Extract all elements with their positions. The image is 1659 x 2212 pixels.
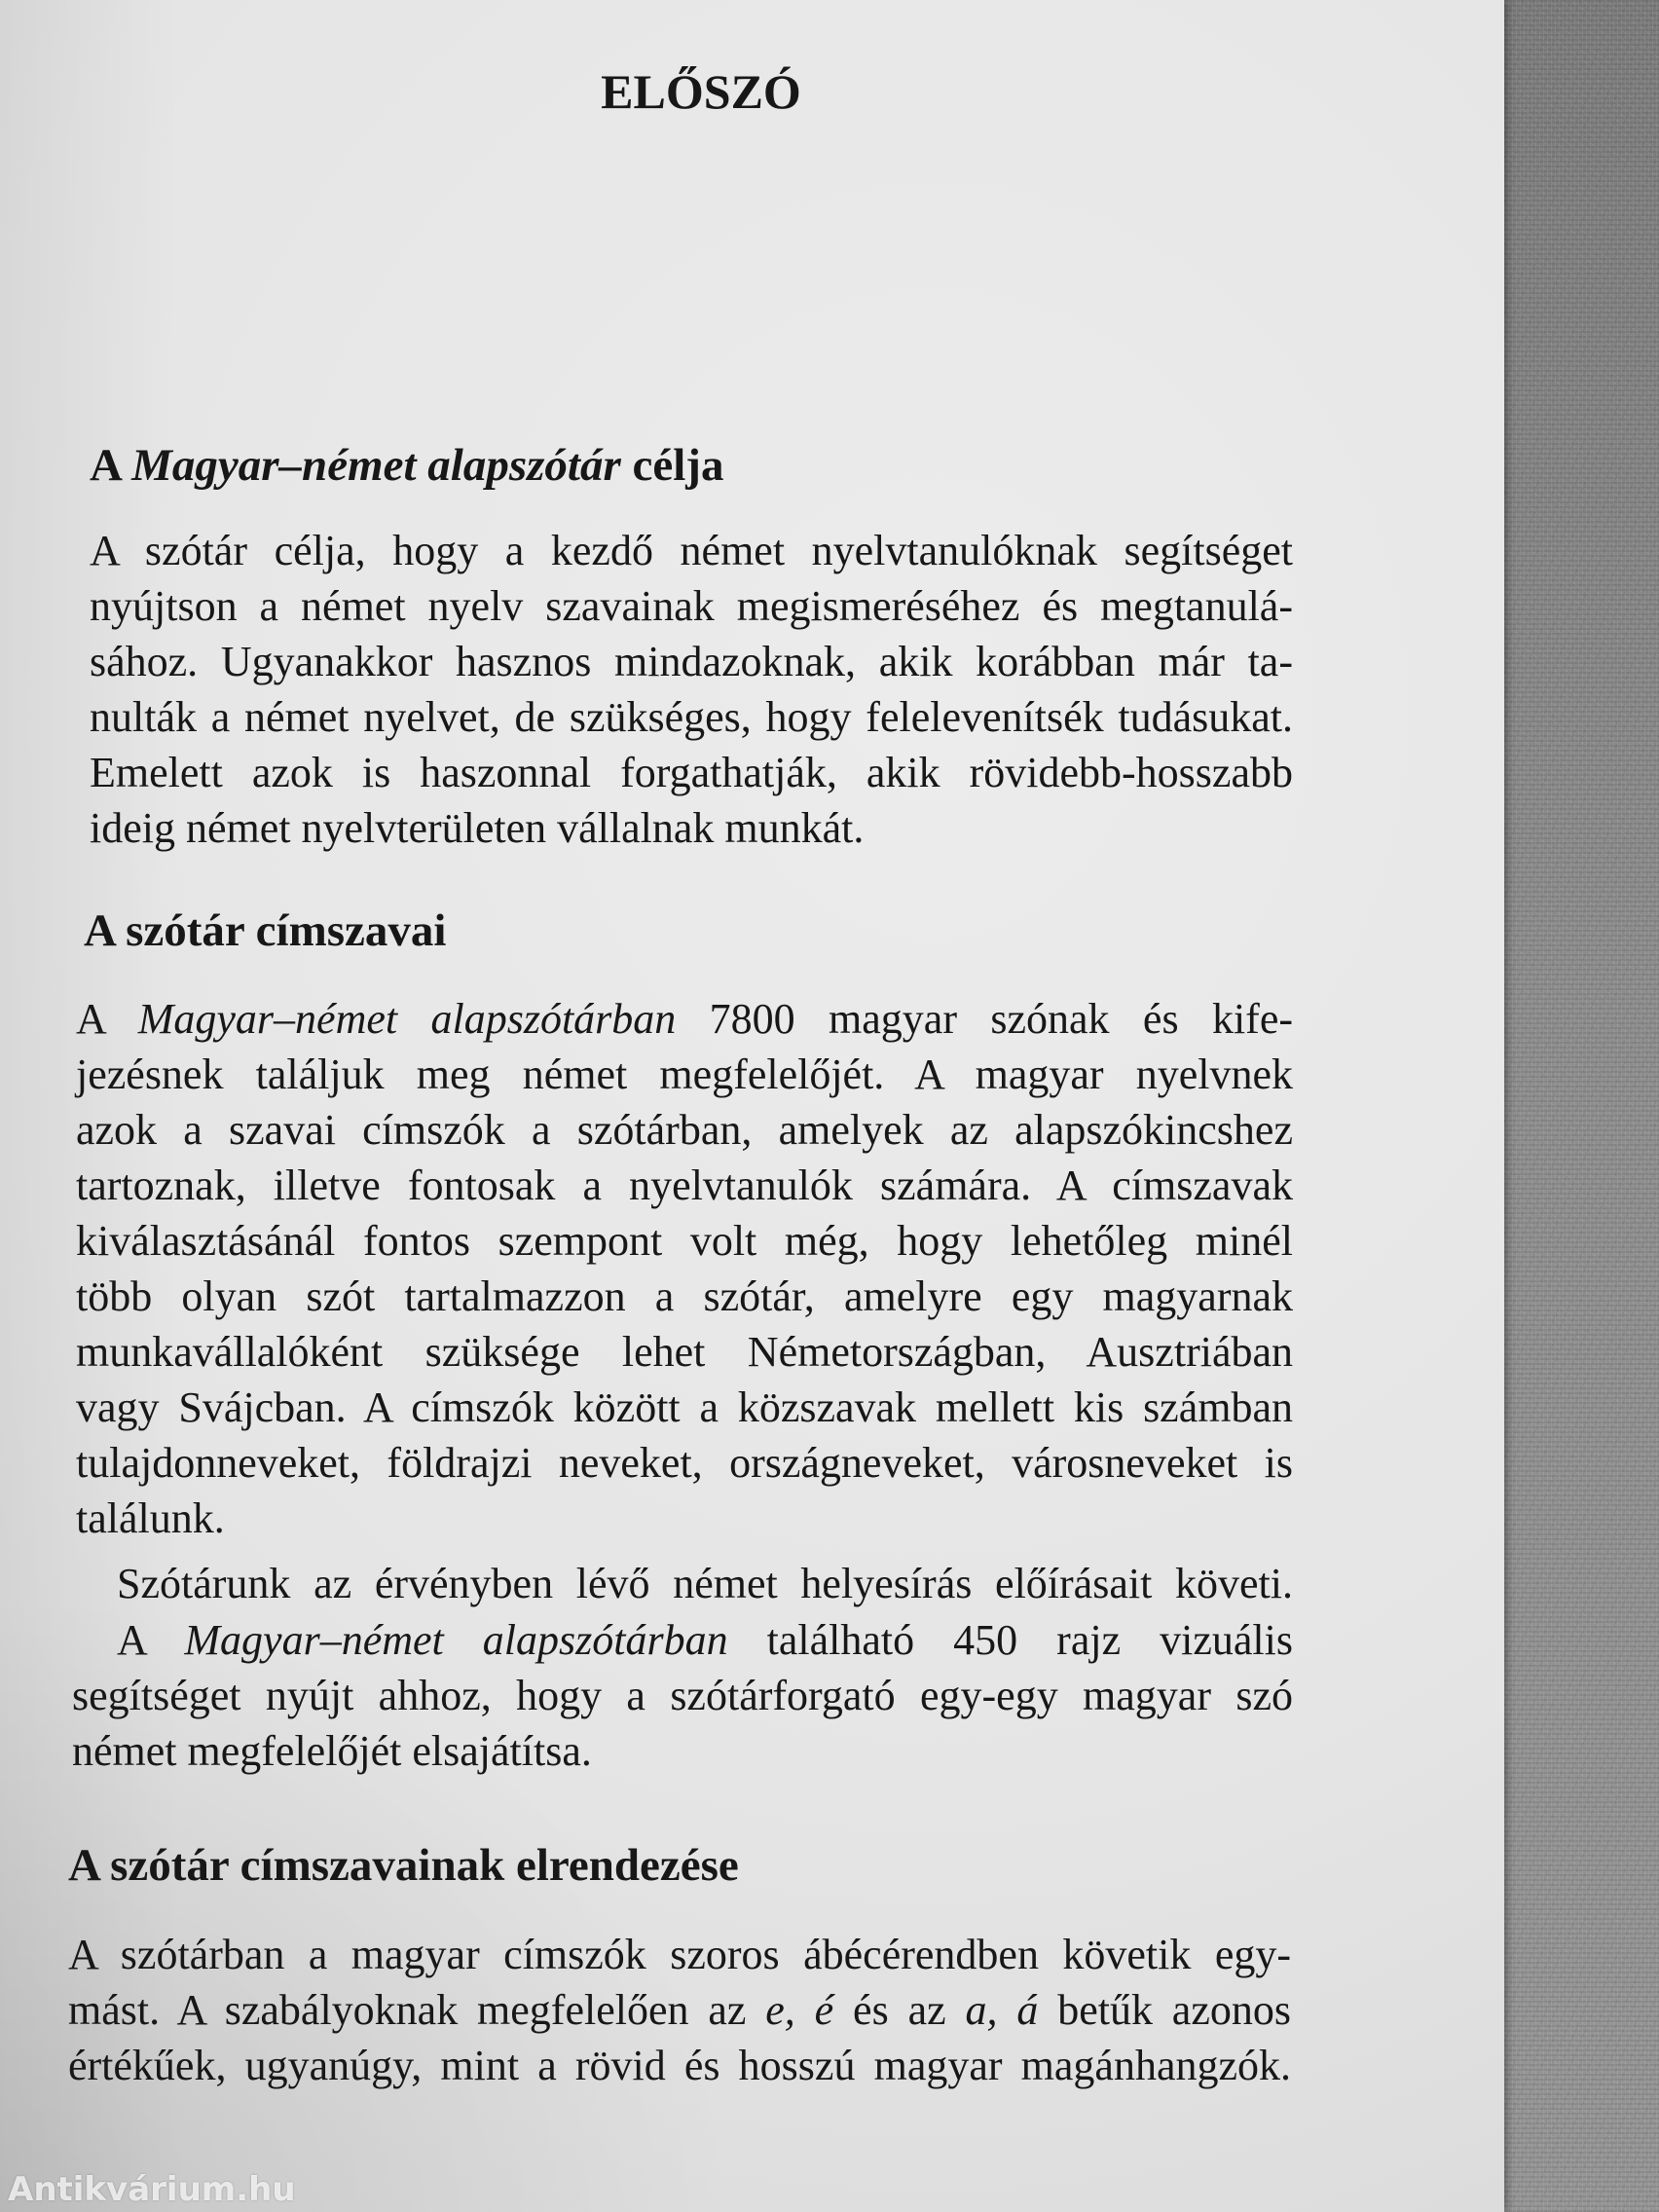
line-text: 7800 magyar szónak és kife-	[676, 995, 1293, 1043]
line-text: betűk azonos	[1038, 1986, 1291, 2034]
section-heading-headwords: A szótár címszavai	[84, 905, 447, 956]
paragraph-illustrations	[72, 1612, 1293, 1779]
paragraph-line: munkavállalóként szüksége lehet Németországban, Ausztriában	[76, 1328, 1293, 1376]
paragraph-headwords	[76, 991, 1293, 1546]
paragraph-line: Emelett azok is haszonnal forgathatják, akik rövidebb-hosszabb	[90, 749, 1293, 796]
section-heading-dictionary-goal	[90, 438, 723, 494]
paragraph-line: ideig német nyelvterületen vállalnak munkát.	[90, 804, 865, 852]
paragraph-line: nulták a német nyelvet, de szükséges, hogy felelevenítsék tudásukat.	[90, 693, 1293, 741]
paragraph-line: vagy Svájcban. A címszók között a közszavak mellett kis számban	[76, 1383, 1293, 1431]
heading-text: A	[90, 440, 132, 491]
watermark: Antikvárium.hu	[8, 2170, 296, 2209]
paragraph-spelling-rules	[72, 1556, 1293, 1611]
background-surface	[1504, 0, 1659, 2212]
paragraph-line: kiválasztásánál fontos szempont volt még, hogy lehetőleg minél	[76, 1217, 1293, 1265]
paragraph-line: tulajdonneveket, földrajzi neveket, országneveket, városneveket is	[76, 1439, 1293, 1487]
paragraph-line: sához. Ugyanakkor hasznos mindazoknak, akik korábban már ta-	[90, 638, 1293, 685]
italic-letter-example: e, é	[765, 1986, 834, 2034]
italic-book-title: Magyar–német alapszótárban	[137, 995, 677, 1043]
paragraph-dictionary-goal	[90, 523, 1293, 856]
line-text: található 450 rajz vizuális	[727, 1616, 1294, 1664]
paragraph-line	[76, 991, 1293, 1047]
paragraph-headword-order	[68, 1927, 1291, 2093]
heading-text: célja	[620, 440, 724, 491]
italic-book-title: Magyar–német alapszótár	[131, 440, 621, 491]
paragraph-line: tartoznak, illetve fontosak a nyelvtanulók számára. A címszavak	[76, 1161, 1293, 1209]
line-text: A	[117, 1616, 185, 1664]
paragraph-line: nyújtson a német nyelv szavainak megismeréséhez és megtanulá-	[90, 582, 1293, 630]
paragraph-line: találunk.	[76, 1494, 225, 1542]
paragraph-line: több olyan szót tartalmazzon a szótár, amelyre egy magyarnak	[76, 1272, 1293, 1320]
line-text: és az	[833, 1986, 966, 2034]
paragraph-line: A szótárban a magyar címszók szoros ábécérendben követik egy-	[68, 1931, 1291, 1978]
paragraph-line	[68, 1982, 1291, 2038]
line-text: mást. A szabályoknak megfelelően az	[68, 1986, 766, 2034]
paragraph-line: német megfelelőjét elsajátítsa.	[72, 1727, 592, 1775]
paragraph-line: Szótárunk az érvényben lévő német helyesírás előírásait követi.	[117, 1560, 1293, 1607]
paragraph-line: értékűek, ugyanúgy, mint a rövid és hosszú magyar magánhangzók.	[68, 2042, 1291, 2089]
italic-letter-example: a, á	[965, 1986, 1039, 2034]
line-text: A	[76, 995, 138, 1043]
paragraph-line: segítséget nyújt ahhoz, hogy a szótárforgató egy-egy magyar szó	[72, 1672, 1293, 1719]
paragraph-line: A szótár célja, hogy a kezdő német nyelvtanulóknak segítséget	[90, 527, 1293, 574]
paragraph-line	[72, 1612, 1293, 1668]
page-title: ELŐSZÓ	[601, 64, 801, 119]
italic-book-title: Magyar–német alapszótárban	[184, 1616, 728, 1664]
section-heading-headword-order: A szótár címszavainak elrendezése	[68, 1840, 739, 1891]
paragraph-line: azok a szavai címszók a szótárban, amelyek az alapszókincshez	[76, 1106, 1293, 1154]
paragraph-line: jezésnek találjuk meg német megfelelőjét. A magyar nyelvnek	[76, 1051, 1293, 1098]
